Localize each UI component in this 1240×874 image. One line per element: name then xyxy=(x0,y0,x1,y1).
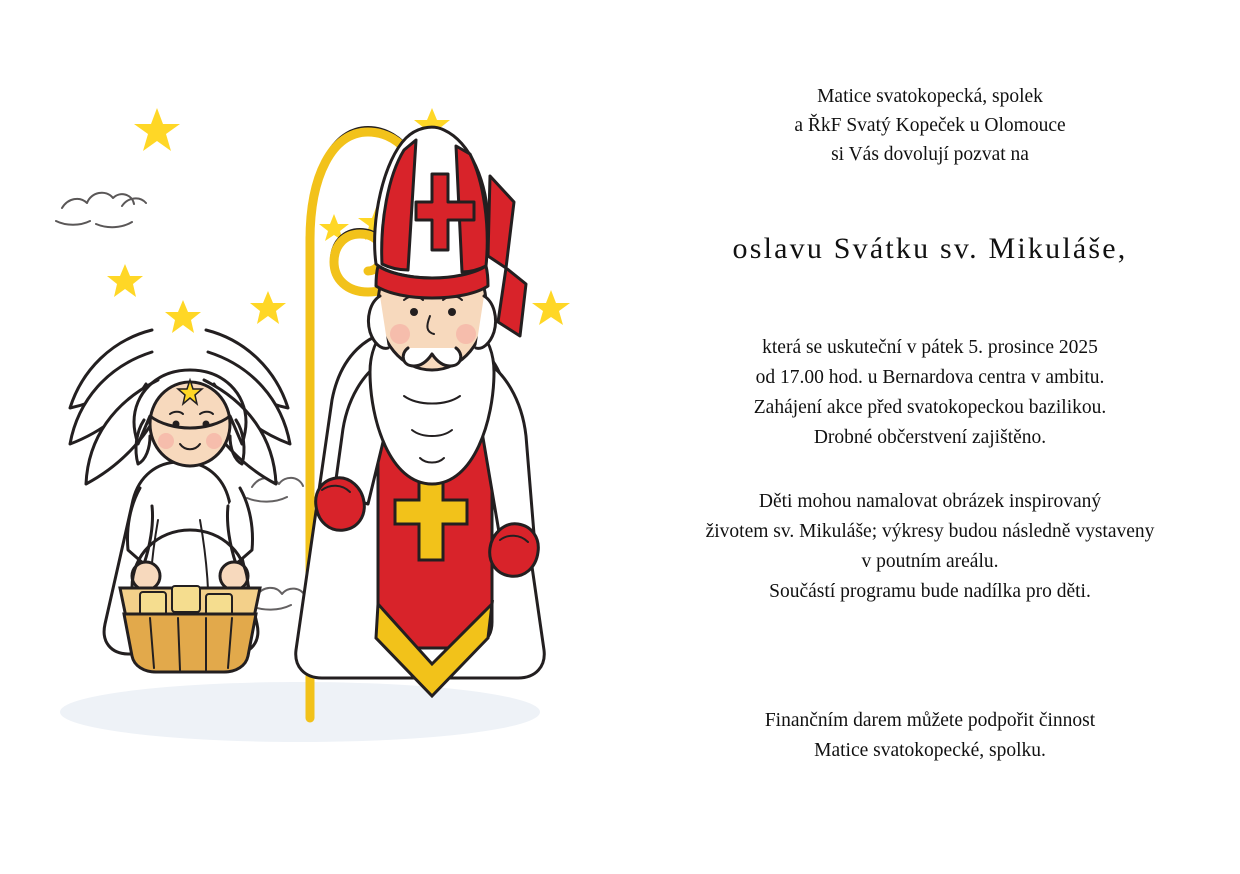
children-line-2: životem sv. Mikuláše; výkresy budou následně vystaveny xyxy=(705,521,1155,542)
cloud-icon xyxy=(56,193,146,227)
invitation-text-panel xyxy=(620,0,1240,874)
event-details-block xyxy=(650,333,1210,453)
children-program-block xyxy=(630,487,1230,607)
glove xyxy=(490,524,539,576)
saint-nicholas-figure xyxy=(296,127,545,720)
organizer-line-1: Matice svatokopecká, spolek xyxy=(817,86,1043,107)
organizer-line-3: si Vás dovolují pozvat na xyxy=(831,144,1029,165)
support-line-1: Finančním darem můžete podpořit činnost xyxy=(764,710,1096,731)
organizers-block xyxy=(650,82,1210,169)
support-block xyxy=(650,706,1210,766)
detail-line-4: Drobné občerstvení zajištěno. xyxy=(813,427,1047,448)
page-title: oslavu Svátku sv. Mikuláše, xyxy=(732,232,1128,265)
children-line-3: v poutním areálu. xyxy=(861,551,999,572)
ground-shadow xyxy=(60,682,540,742)
organizer-line-2: a ŘkF Svatý Kopeček u Olomouce xyxy=(794,115,1066,136)
support-line-2: Matice svatokopecké, spolku. xyxy=(814,740,1046,761)
detail-line-3: Zahájení akce před svatokopeckou bazilikou. xyxy=(753,397,1107,418)
detail-line-1: která se uskuteční v pátek 5. prosince 2025 xyxy=(762,337,1098,358)
children-line-1: Děti mohou namalovat obrázek inspirovaný xyxy=(758,491,1102,512)
children-line-4: Součástí programu bude nadílka pro děti. xyxy=(769,581,1091,602)
detail-line-2: od 17.00 hod. u Bernardova centra v ambitu. xyxy=(755,367,1105,388)
